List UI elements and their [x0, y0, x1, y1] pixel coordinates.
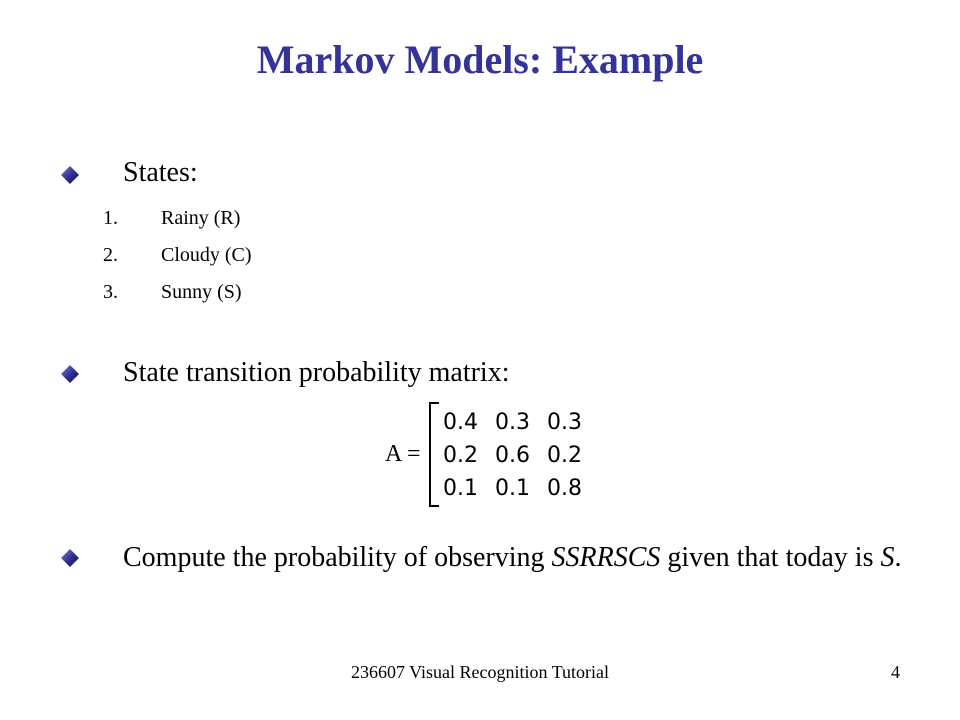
state-item-label: Rainy (R)	[161, 207, 241, 229]
matrix-cell: 0.8	[547, 476, 582, 501]
states-heading: States:	[123, 157, 198, 188]
state-item-sunny	[103, 280, 242, 304]
diamond-bullet-icon	[60, 548, 80, 568]
matrix-cell: 0.2	[443, 443, 478, 468]
matrix-grid	[443, 406, 599, 505]
compute-question	[123, 540, 903, 576]
footer-course-title: 236607 Visual Recognition Tutorial	[350, 662, 610, 682]
state-item-label: Cloudy (C)	[161, 244, 252, 266]
observation-sequence: SSRRSCS	[551, 542, 661, 573]
compute-text-part1: Compute the probability of observing	[123, 542, 552, 573]
matrix-label: A =	[385, 441, 421, 467]
matrix-cell: 0.1	[495, 476, 530, 501]
state-item-cloudy	[103, 243, 252, 267]
matrix-cell: 0.4	[443, 410, 478, 435]
slide-title: Markov Models: Example	[256, 37, 704, 82]
diamond-bullet-icon	[60, 364, 80, 384]
matrix-heading: State transition probability matrix:	[123, 357, 510, 388]
page-number: 4	[891, 662, 900, 682]
matrix-row	[443, 406, 599, 439]
matrix-cell: 0.3	[547, 410, 582, 435]
compute-text-part3: .	[894, 542, 902, 573]
state-item-number: 3.	[103, 281, 118, 303]
matrix-cell: 0.1	[443, 476, 478, 501]
matrix-left-bracket	[429, 402, 439, 507]
matrix-cell: 0.6	[495, 443, 530, 468]
state-item-number: 1.	[103, 207, 118, 229]
state-item-number: 2.	[103, 244, 118, 266]
state-item-label: Sunny (S)	[161, 281, 242, 303]
matrix-row	[443, 439, 599, 472]
matrix-row	[443, 472, 599, 505]
today-state: S	[880, 542, 895, 573]
compute-text-part2: given that today is	[660, 542, 881, 573]
matrix-cell: 0.3	[495, 410, 530, 435]
state-item-rainy	[103, 206, 240, 230]
diamond-bullet-icon	[60, 165, 80, 185]
matrix-cell: 0.2	[547, 443, 582, 468]
